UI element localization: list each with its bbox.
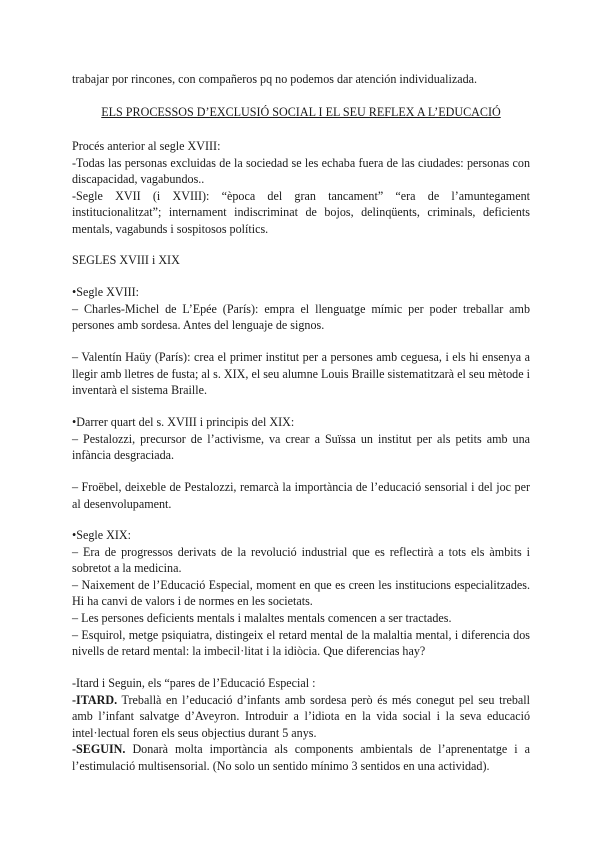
segle-xix-block	[72, 527, 530, 660]
darrer-quart-heading	[72, 414, 530, 431]
seguin-label: -SEGUIN.	[72, 742, 126, 757]
segle-xix-heading-text: Segle XIX:	[76, 528, 131, 542]
itard-seguin-heading: -Itard i Seguin, els “pares de l’Educació Especial :	[72, 676, 316, 690]
froebel-paragraph: – Froëbel, deixeble de Pestalozzi, remarcà la importància de l’educació sensorial i del joc per al desenvolupament.	[72, 480, 530, 511]
intro-tail-text: trabajar por rincones, con compañeros pq no podemos dar atención individualizada.	[72, 72, 478, 86]
epee-paragraph: – Charles-Michel de L’Epée (París): empra el llenguatge mímic per poder treballar amb persones amb sordesa. Antes del lenguaje de signos.	[72, 301, 530, 333]
segle-xix-item-2: – Naixement de l’Educació Especial, moment en que es creen les institucions especialitzades. Hi ha canvi de valors i de normes en les societats.	[72, 577, 530, 609]
segle-xix-item-3: – Les persones deficients mentals i malaltes mentals comencen a ser tractades.	[72, 610, 452, 625]
segles-heading-block	[72, 252, 530, 269]
pre-xviii-paragraph-2: -Segle XVII (i XVIII): “època del gran tancament” “era de l’amuntegament institucionalitzat”; internament indiscriminat de bojos, delinqüents, criminals, deficients mentals, vagabunds i sospitosos polítics.	[72, 188, 530, 236]
darrer-quart-heading-text: Darrer quart del s. XVIII i principis del XIX:	[76, 415, 295, 429]
segle-xviii-block	[72, 284, 530, 334]
pre-xviii-block	[72, 138, 530, 238]
seguin-paragraph	[72, 741, 530, 774]
itard-label: -ITARD.	[72, 692, 118, 707]
segle-xix-heading	[72, 527, 530, 544]
itard-seguin-block	[72, 675, 530, 775]
intro-block	[72, 71, 530, 88]
segle-xix-item-4: – Esquirol, metge psiquiatra, distingeix el retard mental de la malaltia mental, i diferencia dos nivells de retard mental: la imbecil·litat i la idiòcia. Que diferencias hay?	[72, 627, 530, 659]
itard-paragraph	[72, 692, 530, 742]
section-title: ELS PROCESSOS D’EXCLUSIÓ SOCIAL I EL SEU REFLEX A L’EDUCACIÓ	[101, 105, 501, 119]
itard-text: Treballà en l’educació d’infants amb sordesa però és més conegut pel seu treball amb l’infant salvatge d’Aveyron. Introduir a l’idiota en la vida social i la seva educació intel·lectual foren els seus objectius durant 5 anys.	[72, 692, 530, 740]
froebel-block	[72, 479, 530, 512]
pestalozzi-paragraph: – Pestalozzi, precursor de l’activisme, va crear a Suïssa un institut per als petits amb una infància desgraciada.	[72, 431, 530, 463]
hauy-paragraph: – Valentín Haüy (París): crea el primer institut per a persones amb ceguesa, i els hi ensenya a llegir amb lletres de fusta; al s. XIX, el seu alumne Louis Braille sistematitzarà el seu mètode i inventarà el sistema Braille.	[72, 350, 530, 398]
pre-xviii-paragraph-1: -Todas las personas excluidas de la sociedad se les echaba fuera de las ciudades: personas con discapacidad, vagabundos..	[72, 155, 530, 187]
section-title-block	[72, 104, 530, 121]
hauy-block	[72, 349, 530, 399]
segle-xviii-heading-text: Segle XVIII:	[76, 285, 140, 299]
segle-xviii-heading	[72, 284, 530, 301]
seguin-text: Donarà molta importància als components ambientals de l’aprenentatge i a l’estimulació multisensorial. (No solo un sentido mínimo 3 sentidos en una actividad).	[72, 742, 530, 773]
segle-xix-item-1: – Era de progressos derivats de la revolució industrial que es reflectirà a tots els àmbits i sobretot a la medicina.	[72, 544, 530, 576]
segles-heading: SEGLES XVIII i XIX	[72, 253, 180, 267]
pre-xviii-heading: Procés anterior al segle XVIII:	[72, 139, 221, 153]
darrer-quart-block	[72, 414, 530, 464]
